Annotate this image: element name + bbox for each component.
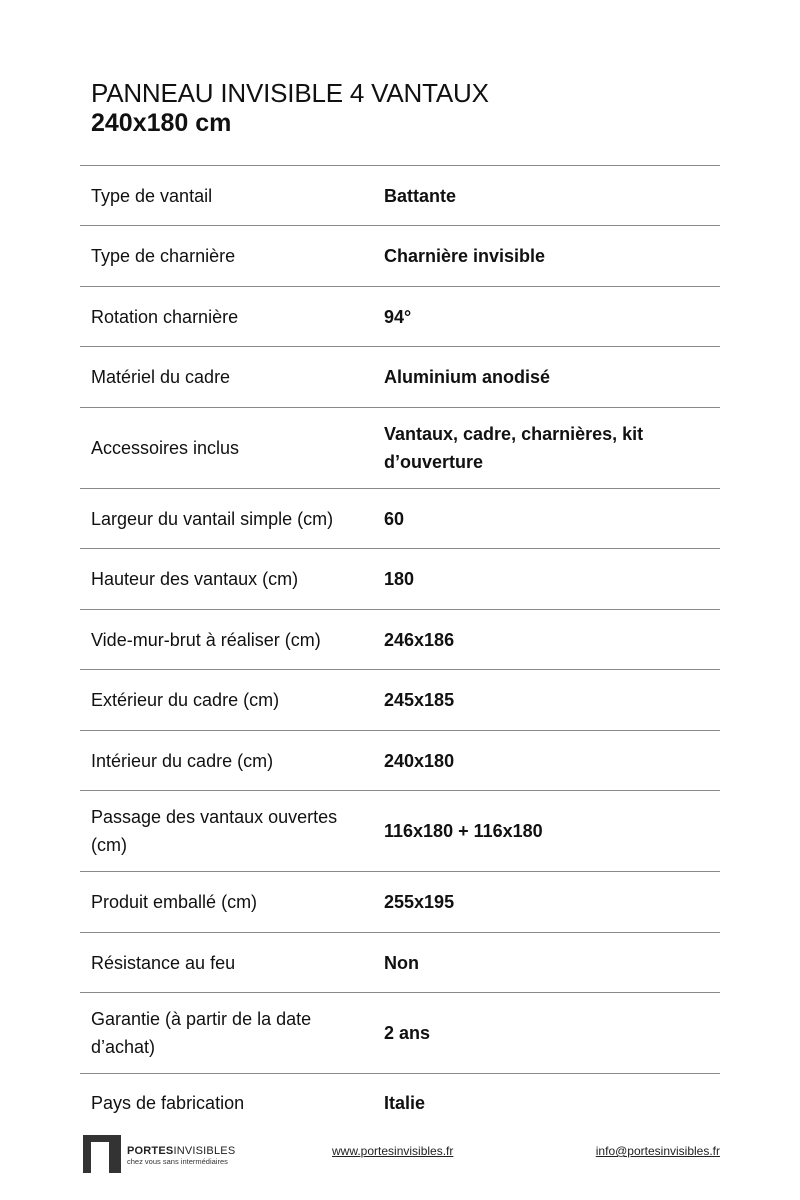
- table-row: [80, 872, 720, 933]
- table-row: [80, 791, 720, 872]
- spec-value: 2 ans: [384, 1023, 431, 1043]
- spec-table: [80, 165, 720, 1132]
- website-link[interactable]: www.portesinvisibles.fr: [332, 1144, 454, 1158]
- spec-label: Matériel du cadre: [91, 367, 231, 387]
- table-row: [80, 933, 720, 993]
- spec-value: Charnière invisible: [384, 246, 546, 266]
- spec-label: Garantie (à partir de la date d’achat): [91, 1009, 312, 1057]
- document-header: [91, 78, 489, 138]
- table-row: [80, 670, 720, 731]
- logo-name-bold: PORTES: [127, 1145, 174, 1157]
- spec-label: Type de vantail: [91, 185, 213, 206]
- table-row: [80, 993, 720, 1074]
- spec-value: Italie: [384, 1093, 426, 1113]
- spec-label: Résistance au feu: [91, 952, 236, 973]
- document-footer: [0, 1130, 800, 1180]
- spec-label: Produit emballé (cm): [91, 892, 258, 912]
- spec-label: Accessoires inclus: [91, 438, 240, 458]
- spec-value: 245x185: [384, 690, 455, 710]
- spec-value: Aluminium anodisé: [384, 367, 551, 387]
- table-row: [80, 347, 720, 408]
- spec-value: Battante: [384, 185, 457, 206]
- table-row: [80, 226, 720, 287]
- door-frame-logo-icon: [83, 1135, 121, 1173]
- spec-label: Rotation charnière: [91, 306, 239, 327]
- product-dimensions: 240x180 cm: [91, 109, 232, 137]
- spec-value: Vantaux, cadre, charnières, kit d’ouverture: [384, 424, 644, 472]
- table-row: [80, 731, 720, 791]
- table-row: [80, 408, 720, 489]
- table-row: [80, 549, 720, 610]
- table-row: [80, 489, 720, 549]
- logo-tagline: chez vous sans intermédiaires: [127, 1157, 228, 1166]
- table-row: [80, 610, 720, 670]
- logo-wordmark: [127, 1145, 235, 1167]
- spec-value: 94°: [384, 306, 412, 327]
- spec-value: 60: [384, 508, 405, 529]
- table-row: [80, 166, 720, 226]
- product-title: PANNEAU INVISIBLE 4 VANTAUX: [91, 78, 489, 108]
- logo-name-regular: INVISIBLES: [173, 1145, 236, 1157]
- spec-value: 116x180 + 116x180: [384, 821, 543, 841]
- spec-value: 240x180: [384, 750, 455, 771]
- email-link[interactable]: info@portesinvisibles.fr: [595, 1144, 720, 1158]
- spec-label: Vide-mur-brut à réaliser (cm): [91, 629, 321, 650]
- brand-logo: [83, 1135, 235, 1173]
- table-row: [80, 1074, 720, 1132]
- spec-label: Intérieur du cadre (cm): [91, 750, 274, 771]
- spec-label: Largeur du vantail simple (cm): [91, 508, 334, 529]
- spec-label: Type de charnière: [91, 246, 236, 266]
- spec-label: Hauteur des vantaux (cm): [91, 569, 299, 589]
- spec-value: 255x195: [384, 892, 455, 912]
- spec-label: Extérieur du cadre (cm): [91, 690, 280, 710]
- logo-name: [127, 1145, 235, 1157]
- spec-value: Non: [384, 952, 419, 973]
- spec-value: 180: [384, 569, 415, 589]
- spec-label: Passage des vantaux ouvertes (cm): [91, 807, 338, 855]
- table-row: [80, 287, 720, 347]
- spec-label: Pays de fabrication: [91, 1093, 245, 1113]
- spec-value: 246x186: [384, 629, 455, 650]
